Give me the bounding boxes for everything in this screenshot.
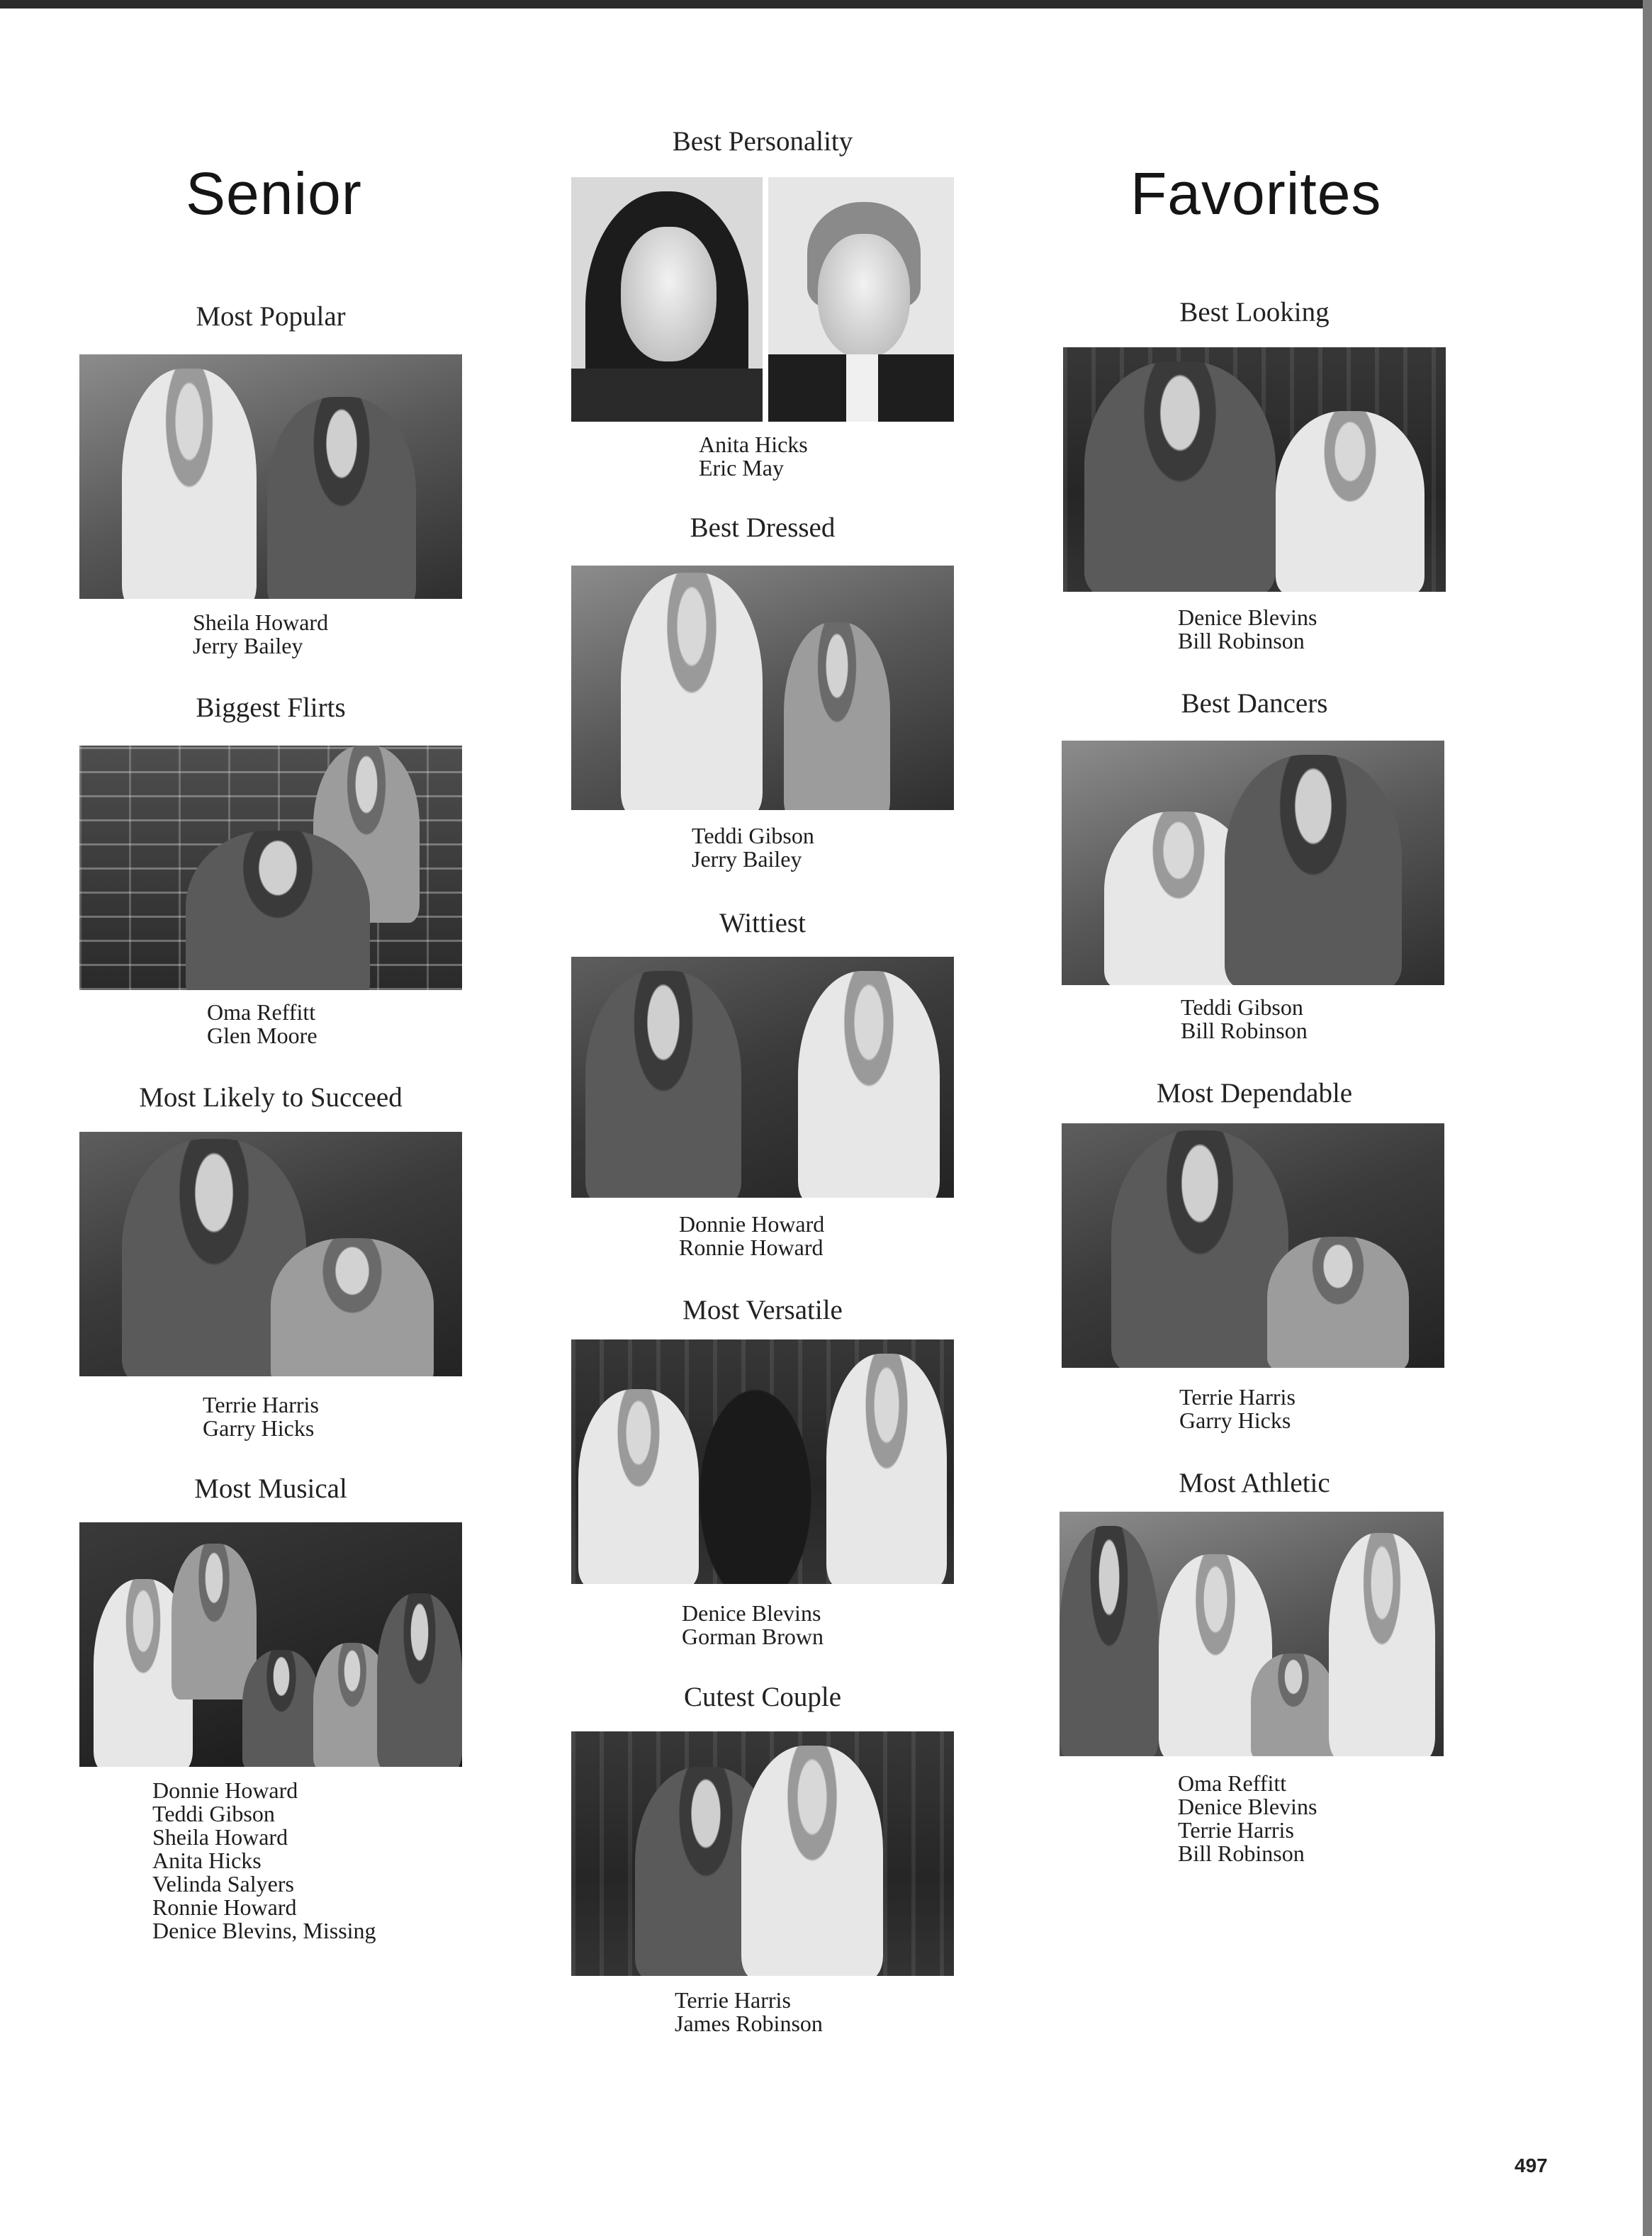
names-most-versatile [682,1602,824,1648]
category-title-cutest-couple: Cutest Couple [683,1682,842,1712]
photo-most-dependable [1062,1123,1444,1368]
scan-right-edge [1643,0,1652,2236]
names-best-looking [1178,606,1317,653]
category-title-most-dependable: Most Dependable [1156,1078,1353,1108]
category-title-best-dancers: Best Dancers [1181,688,1328,719]
category-title-most-versatile: Most Versatile [682,1295,843,1325]
names-most-musical [152,1779,376,1943]
name-line: Eric May [699,455,784,481]
photo-best-dressed [571,566,954,810]
name-line: Terrie Harris [1179,1384,1296,1410]
name-line: Anita Hicks [699,432,808,457]
category-title-best-personality: Best Personality [672,126,853,157]
names-biggest-flirts [207,1001,318,1047]
photo-cutest-couple [571,1731,954,1976]
name-line: Donnie Howard [152,1777,298,1803]
name-line: Denice Blevins [1178,1794,1317,1819]
photo-most-likely-to-succeed [79,1132,462,1376]
name-line: Terrie Harris [203,1392,319,1417]
name-line: Glen Moore [207,1023,318,1048]
name-line: Oma Reffitt [207,999,316,1025]
name-line: Denice Blevins [682,1600,821,1626]
name-line: Teddi Gibson [1181,994,1303,1020]
names-cutest-couple [675,1989,823,2035]
name-line: Teddi Gibson [692,823,814,848]
title-favorites: Favorites [1130,160,1382,227]
name-line: Terrie Harris [1178,1817,1294,1843]
category-title-most-musical: Most Musical [194,1473,347,1504]
name-line: Terrie Harris [675,1987,791,2013]
name-line: Donnie Howard [679,1211,825,1237]
name-line: Jerry Bailey [193,633,303,658]
names-most-likely-to-succeed [203,1393,319,1440]
title-senior: Senior [186,160,362,227]
name-line: Anita Hicks [152,1848,262,1873]
category-title-most-popular: Most Popular [196,301,346,332]
category-title-most-likely-to-succeed: Most Likely to Succeed [139,1082,403,1113]
photo-wittiest [571,957,954,1198]
photo-most-musical [79,1522,462,1767]
category-title-best-dressed: Best Dressed [690,512,836,543]
name-line: Bill Robinson [1181,1018,1308,1043]
names-wittiest [679,1213,824,1259]
name-line: Sheila Howard [152,1824,288,1850]
name-line: Sheila Howard [193,609,329,635]
category-title-best-looking: Best Looking [1179,297,1330,327]
category-title-wittiest: Wittiest [719,908,806,938]
name-line: Ronnie Howard [152,1894,297,1920]
name-line: Velinda Salyers [152,1871,294,1897]
name-line: Garry Hicks [203,1415,315,1441]
names-most-dependable [1179,1386,1296,1432]
name-line: Denice Blevins, Missing [152,1918,376,1943]
category-title-biggest-flirts: Biggest Flirts [196,692,346,723]
name-line: Jerry Bailey [692,846,802,872]
names-most-popular [193,611,328,658]
photo-most-athletic [1060,1512,1444,1756]
photo-best-personality-left [571,177,763,422]
name-line: James Robinson [675,2011,823,2036]
name-line: Bill Robinson [1178,1841,1305,1866]
names-best-dancers [1181,996,1308,1043]
page-number: 497 [1515,2154,1548,2176]
photo-most-versatile [571,1339,954,1584]
name-line: Gorman Brown [682,1624,824,1649]
category-title-most-athletic: Most Athletic [1179,1468,1330,1498]
names-best-dressed [692,824,814,871]
photo-best-dancers [1062,741,1444,985]
name-line: Ronnie Howard [679,1235,824,1260]
name-line: Teddi Gibson [152,1801,275,1826]
name-line: Bill Robinson [1178,628,1305,653]
name-line: Denice Blevins [1178,605,1317,630]
photo-best-personality-right [768,177,954,422]
scan-top-edge [0,0,1652,9]
photo-biggest-flirts [79,746,462,990]
name-line: Garry Hicks [1179,1408,1291,1433]
name-line: Oma Reffitt [1178,1770,1287,1796]
photo-most-popular [79,354,462,599]
names-most-athletic [1178,1772,1317,1865]
names-best-personality [699,433,808,480]
photo-best-looking [1063,347,1446,592]
